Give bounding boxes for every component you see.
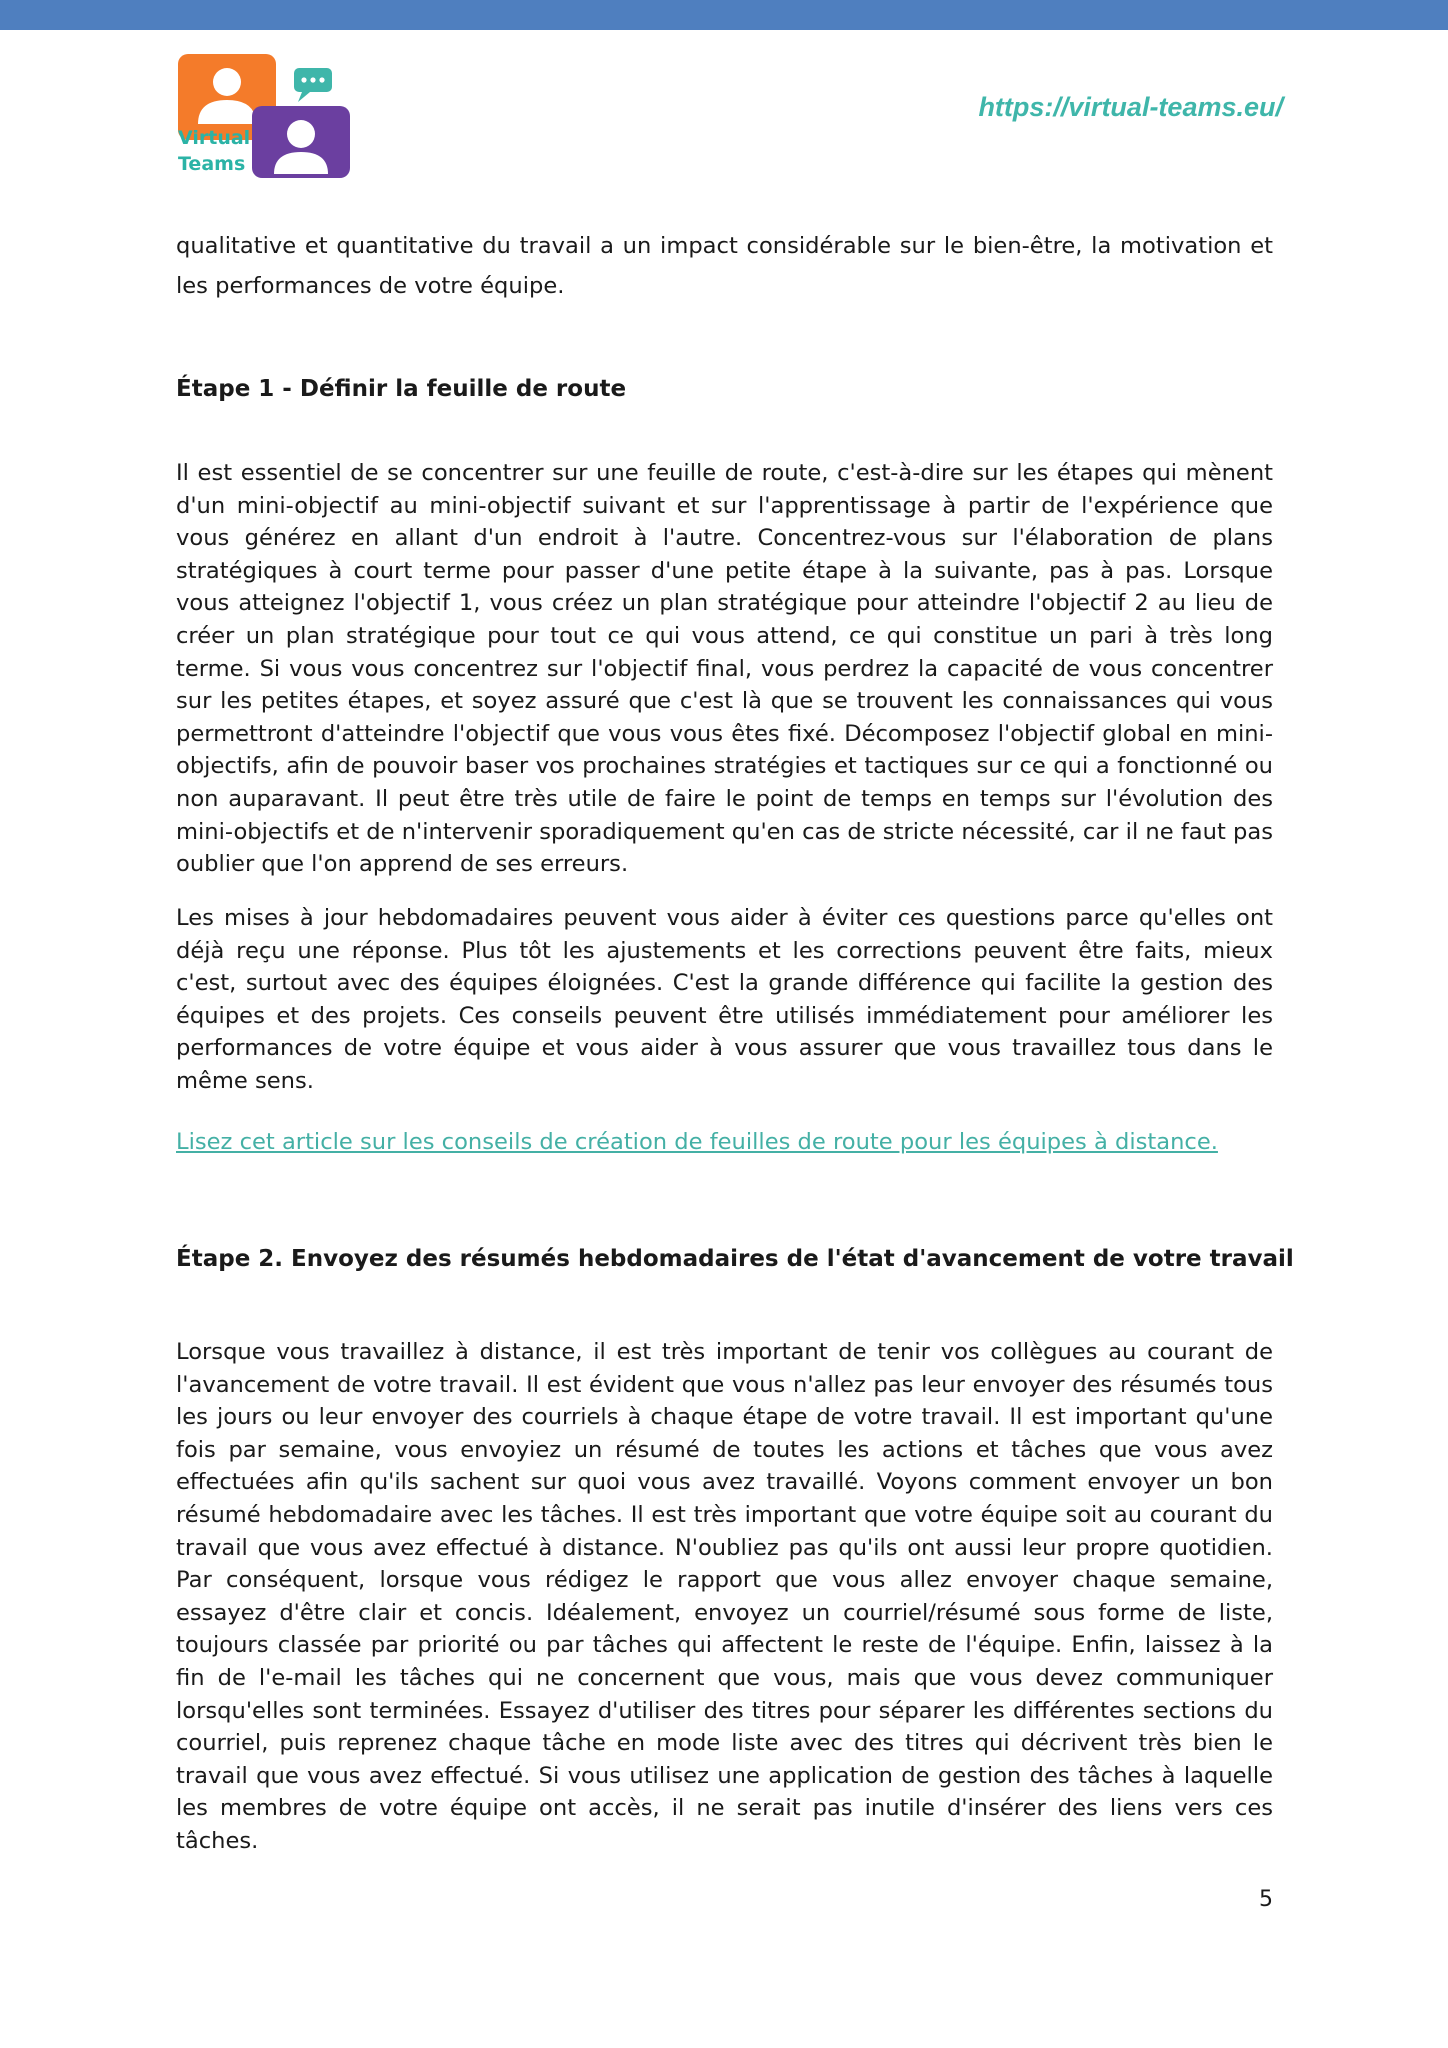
step2-paragraph: Lorsque vous travaillez à distance, il est très important de tenir vos collègues au courant de l'avancement de votre travail. Il est évident que vous n'allez pas leur envoyer des résumés tous les jours ou leur envoyer des courriels à chaque étape de votre travail. Il est important qu'une fois par semaine, vous envoyiez un résumé de toutes les actions et tâches que vous avez effectuées afin qu'ils sachent sur quoi vous avez travaillé. Voyons comment envoyer un bon résumé hebdomadaire avec les tâches. Il est très important que votre équipe soit au courant du travail que vous avez effectué à distance. N'oubliez pas qu'ils ont aussi leur propre quotidien. Par conséquent, lorsque vous rédigez le rapport que vous allez envoyer chaque semaine, essayez d'être clair et concis. Idéalement, envoyez un courriel/résumé sous forme de liste, toujours classée par priorité ou par tâches qui affectent le reste de l'équipe. Enfin, laissez à la fin de l'e-mail les tâches qui ne concernent que vous, mais que vous devez communiquer lorsqu'elles sont terminées. Essayez d'utiliser des titres pour séparer les différentes sections du courriel, puis reprenez chaque tâche en mode liste avec des titres qui décrivent très bien le travail que vous avez effectué. Si vous utilisez une application de gestion des tâches à laquelle les membres de votre équipe ont accès, il ne serait pas inutile d'insérer des liens vers ces tâches. bbox=[176, 1339, 1273, 1854]
step1-paragraph2-block bbox=[176, 902, 1273, 1098]
step2-paragraph-block bbox=[176, 1336, 1273, 1858]
roadmap-article-link[interactable]: Lisez cet article sur les conseils de création de feuilles de route pour les équipes à distance. bbox=[176, 1129, 1218, 1155]
header-url[interactable]: https://virtual-teams.eu/ bbox=[978, 92, 1283, 122]
top-bar bbox=[0, 0, 1448, 30]
page-number: 5 bbox=[1259, 1887, 1273, 1912]
logo-text-teams: Teams bbox=[178, 153, 246, 175]
virtual-teams-logo bbox=[176, 50, 356, 182]
step2-heading: Étape 2. Envoyez des résumés hebdomadaires de l'état d'avancement de votre travail bbox=[176, 1246, 1294, 1272]
intro-paragraph: qualitative et quantitative du travail a un impact considérable sur le bien-être, la motivation et les performances de votre équipe. bbox=[176, 233, 1273, 299]
step1-paragraph1-block bbox=[176, 457, 1273, 881]
logo-text-virtual: Virtual bbox=[178, 127, 251, 149]
step1-paragraph2: Les mises à jour hebdomadaires peuvent vous aider à éviter ces questions parce qu'elles ont déjà reçu une réponse. Plus tôt les ajustements et les corrections peuvent être faits, mieux c'est, surtout avec des équipes éloignées. C'est la grande différence qui facilite la gestion des équipes et des projets. Ces conseils peuvent être utilisés immédiatement pour améliorer les performances de votre équipe et vous aider à vous assurer que vous travaillez tous dans le même sens. bbox=[176, 905, 1273, 1094]
step1-heading: Étape 1 - Définir la feuille de route bbox=[176, 376, 627, 402]
step1-paragraph1: Il est essentiel de se concentrer sur une feuille de route, c'est-à-dire sur les étapes qui mènent d'un mini-objectif au mini-objectif suivant et sur l'apprentissage à partir de l'expérience que vous générez en allant d'un endroit à l'autre. Concentrez-vous sur l'élaboration de plans stratégiques à court terme pour passer d'une petite étape à la suivante, pas à pas. Lorsque vous atteignez l'objectif 1, vous créez un plan stratégique pour atteindre l'objectif 2 au lieu de créer un plan stratégique pour tout ce qui vous attend, ce qui constitue un pari à très long terme. Si vous vous concentrez sur l'objectif final, vous perdrez la capacité de vous concentrer sur les petites étapes, et soyez assuré que c'est là que se trouvent les connaissances qui vous permettront d'atteindre l'objectif que vous vous êtes fixé. Décomposez l'objectif global en mini-objectifs, afin de pouvoir baser vos prochaines stratégies et tactiques sur ce qui a fonctionné ou non auparavant. Il peut être très utile de faire le point de temps en temps sur l'évolution des mini-objectifs et de n'intervenir sporadiquement qu'en cas de stricte nécessité, car il ne faut pas oublier que l'on apprend de ses erreurs. bbox=[176, 460, 1273, 878]
intro-paragraph-block bbox=[176, 226, 1273, 306]
